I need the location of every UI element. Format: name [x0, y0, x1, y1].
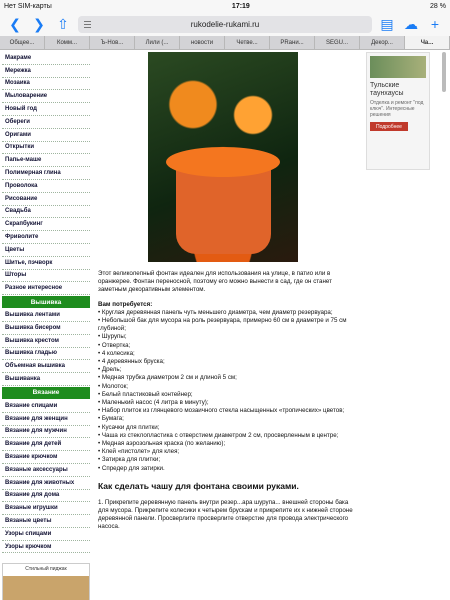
sidebar-item[interactable]: Вязание для мужчин [2, 426, 90, 439]
share-icon[interactable]: ⇧ [57, 15, 69, 32]
sidebar-item[interactable]: Макраме [2, 52, 90, 65]
sidebar-item[interactable]: Вышивка бисером [2, 322, 90, 335]
sidebar-item[interactable]: Вязание для детей [2, 438, 90, 451]
sidebar-item[interactable]: Вышивка лентами [2, 309, 90, 322]
needs-item: • Шурупы; [98, 333, 127, 341]
needs-item: • Кусачки для плитки; [98, 423, 160, 431]
needs-item: • Отвертка; [98, 341, 131, 349]
ad-button[interactable]: Подробнее [370, 122, 408, 131]
sidebar-photo[interactable] [2, 563, 90, 600]
sidebar-item[interactable]: Вязание для женщин [2, 413, 90, 426]
bookmarks-icon[interactable]: ▤ [380, 15, 394, 32]
needs-item: • Чаша из стеклопластика с отверстием диаметром 2 см, просверленным в центре; [98, 431, 339, 439]
sidebar-item[interactable]: Шитье, пэчворк [2, 257, 90, 270]
tab[interactable]: Лили (... [135, 36, 180, 49]
clock: 17:19 [231, 2, 250, 10]
sidebar-item[interactable]: Папье-маше [2, 154, 90, 167]
needs-item: • Дрель; [98, 366, 122, 374]
sidebar-item[interactable]: Открытки [2, 142, 90, 155]
sidebar-item[interactable]: Вязание для животных [2, 477, 90, 490]
sidebar-item[interactable]: Вязаные аксессуары [2, 464, 90, 477]
needs-item: • Набор плиток из глянцевого мозаичного стекла насыщенных «тропических» цветов; [98, 407, 345, 415]
ad-text: Отделка и ремонт "под ключ". Интересные решения [370, 100, 424, 118]
sidebar-photo-label: Стильный пиджак [25, 566, 67, 573]
sidebar-item[interactable]: Мыловарение [2, 90, 90, 103]
sidebar-item[interactable]: Мережка [2, 65, 90, 78]
sidebar-item[interactable]: Объемная вышивка [2, 360, 90, 373]
back-icon[interactable]: ❮ [9, 15, 21, 32]
sidebar-item[interactable]: Вязание крючком [2, 451, 90, 464]
status-bar [0, 0, 450, 12]
tab[interactable]: Комм... [45, 36, 90, 49]
sidebar-item[interactable]: Разное интересное [2, 282, 90, 295]
new-tab-icon[interactable]: + [430, 16, 440, 32]
sidebar-item[interactable]: Полимерная глина [2, 167, 90, 180]
sidebar-item[interactable]: Скрапбукинг [2, 218, 90, 231]
url-text: rukodelie-rukami.ru [190, 19, 260, 29]
ad-banner[interactable] [366, 52, 430, 170]
sidebar-item[interactable]: Обереги [2, 116, 90, 129]
sidebar-item[interactable]: Вязаные цветы [2, 515, 90, 528]
needs-title: Вам потребуется: [98, 300, 153, 308]
tab[interactable]: новости [180, 36, 225, 49]
sidebar-item[interactable]: Узоры крючком [2, 541, 90, 554]
step-1: 1. Прикрепите деревянную панель внутри резер...ара шурупа... внешней стороны бака для мусора. Прикрепите колесики к четырем брускам и прикрепите их к нижней стороне деревянной панели. Просверлите просверлите отверстие для провода электрического насоса. [98, 498, 353, 531]
needs-item: • Бумага; [98, 415, 124, 423]
sidebar-item[interactable]: Вязание спицами [2, 400, 90, 413]
forward-icon[interactable]: ❯ [33, 15, 45, 32]
needs-item: • Белый пластиковый контейнер; [98, 390, 193, 398]
sidebar-item[interactable]: Мозаика [2, 78, 90, 91]
tab[interactable]: РRани... [270, 36, 315, 49]
sidebar-item[interactable]: Цветы [2, 244, 90, 257]
tab[interactable]: Четве... [225, 36, 270, 49]
sidebar-item[interactable]: Проволока [2, 180, 90, 193]
carrier-label: Нет SIM-карты [4, 2, 52, 10]
sidebar-head-embroidery[interactable]: Вышивка [2, 296, 90, 308]
needs-item: • Медная трубка диаметром 2 см и длиной 5 см; [98, 374, 237, 382]
sidebar-item[interactable]: Фриволите [2, 231, 90, 244]
scrollbar[interactable] [442, 52, 446, 92]
needs-item: • Спредер для затирки. [98, 464, 165, 472]
sidebar [2, 52, 90, 600]
cloud-icon[interactable]: ☁ [404, 15, 418, 32]
article-intro: Этот великолепный фонтан идеален для использования на улице, в патио или в оранжерее. Фонтан переносной, поэтому его можно вынести в сад, где он станет заметным декоративным элементом. [98, 270, 332, 294]
needs-list [98, 309, 360, 473]
tab[interactable]: Общее... [0, 36, 45, 49]
sidebar-item[interactable]: Новый год [2, 103, 90, 116]
sidebar-item[interactable]: Рисование [2, 193, 90, 206]
sidebar-item[interactable]: Свадьба [2, 206, 90, 219]
page-content [0, 50, 450, 600]
address-bar[interactable] [78, 16, 372, 33]
sidebar-item[interactable]: Вязание для дома [2, 490, 90, 503]
tab[interactable]: Ъ-Нов... [90, 36, 135, 49]
ad-image [370, 56, 426, 78]
sidebar-item[interactable]: Вышивка крестом [2, 335, 90, 348]
sidebar-item[interactable]: Шторы [2, 270, 90, 283]
tab[interactable]: Декор... [360, 36, 405, 49]
sidebar-item[interactable]: Узоры спицами [2, 528, 90, 541]
needs-item: • 4 деревянных бруска; [98, 358, 165, 366]
needs-item: • Медная аэрозольная краска (по желанию); [98, 440, 226, 448]
needs-item: • Клей «пистолет» для клея; [98, 448, 180, 456]
tab-active[interactable]: Ча... [405, 36, 450, 49]
needs-item: • 4 колесика; [98, 349, 135, 357]
reader-icon[interactable] [84, 21, 91, 30]
needs-item: • Круглая деревянная панель чуть меньшего диаметра, чем диаметр резервуара; [98, 308, 333, 316]
ad-title: Тульские таунхаусы [370, 82, 404, 97]
needs-item: • Небольшой бак для мусора на роль резервуара, примерно 60 см в диаметре и 75 см глубиной; [98, 317, 347, 333]
battery-label: 28 % [430, 2, 446, 10]
needs-item: • Затирка для плитки; [98, 456, 161, 464]
tab-strip [0, 36, 450, 50]
tab[interactable]: SEGU... [315, 36, 360, 49]
howto-title: Как сделать чашу для фонтана своими руками. [98, 480, 299, 491]
sidebar-item[interactable]: Вышиванка [2, 373, 90, 386]
needs-item: • Маленький насос (4 литра в минуту); [98, 399, 209, 407]
browser-toolbar [0, 12, 450, 36]
sidebar-item[interactable]: Оригами [2, 129, 90, 142]
needs-item: • Молоток; [98, 382, 129, 390]
sidebar-item[interactable]: Вязаные игрушки [2, 502, 90, 515]
sidebar-head-knitting[interactable]: Вязание [2, 387, 90, 399]
article [98, 52, 360, 538]
sidebar-item[interactable]: Вышивка гладью [2, 348, 90, 361]
fountain-photo [148, 52, 298, 262]
